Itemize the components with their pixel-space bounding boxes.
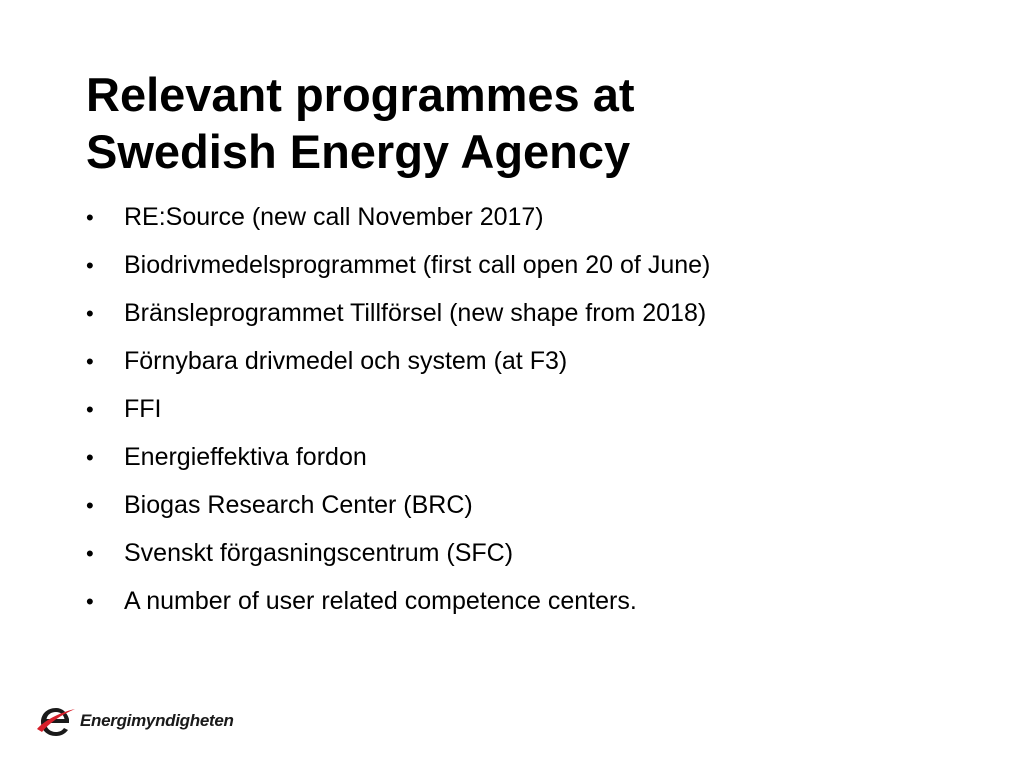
list-item xyxy=(86,289,966,337)
slide-title xyxy=(86,66,946,180)
bullet-icon: • xyxy=(86,205,94,230)
list-item-text: Bränsleprogrammet Tillförsel (new shape from 2018) xyxy=(124,299,707,327)
bullet-icon: • xyxy=(86,301,94,326)
bullet-icon: • xyxy=(86,397,94,422)
list-item-text: RE:Source (new call November 2017) xyxy=(124,203,544,231)
list-item xyxy=(86,193,966,241)
slide-title-line-2: Swedish Energy Agency xyxy=(86,125,631,178)
list-item xyxy=(86,577,966,625)
bullet-icon: • xyxy=(86,253,94,278)
list-item xyxy=(86,433,966,481)
bullet-list xyxy=(86,193,966,625)
energimyndigheten-e-logo-icon xyxy=(34,699,78,743)
list-item xyxy=(86,481,966,529)
logo-wordmark: Energimyndigheten xyxy=(80,711,234,730)
list-item xyxy=(86,529,966,577)
bullet-icon: • xyxy=(86,445,94,470)
list-item xyxy=(86,337,966,385)
bullet-icon: • xyxy=(86,541,94,566)
list-item-text: FFI xyxy=(124,395,162,423)
slide-title-line-1: Relevant programmes at xyxy=(86,68,635,121)
list-item-text: Biodrivmedelsprogrammet (first call open 20 of June) xyxy=(124,251,711,279)
bullet-icon: • xyxy=(86,349,94,374)
list-item-text: Energieffektiva fordon xyxy=(124,443,367,471)
bullet-icon: • xyxy=(86,493,94,518)
list-item-text: Biogas Research Center (BRC) xyxy=(124,491,473,519)
list-item-text: A number of user related competence centers. xyxy=(124,587,637,615)
list-item xyxy=(86,385,966,433)
list-item-text: Förnybara drivmedel och system (at F3) xyxy=(124,347,568,375)
bullet-icon: • xyxy=(86,589,94,614)
list-item xyxy=(86,241,966,289)
list-item-text: Svenskt förgasningscentrum (SFC) xyxy=(124,539,514,567)
energimyndigheten-logo xyxy=(34,698,234,744)
